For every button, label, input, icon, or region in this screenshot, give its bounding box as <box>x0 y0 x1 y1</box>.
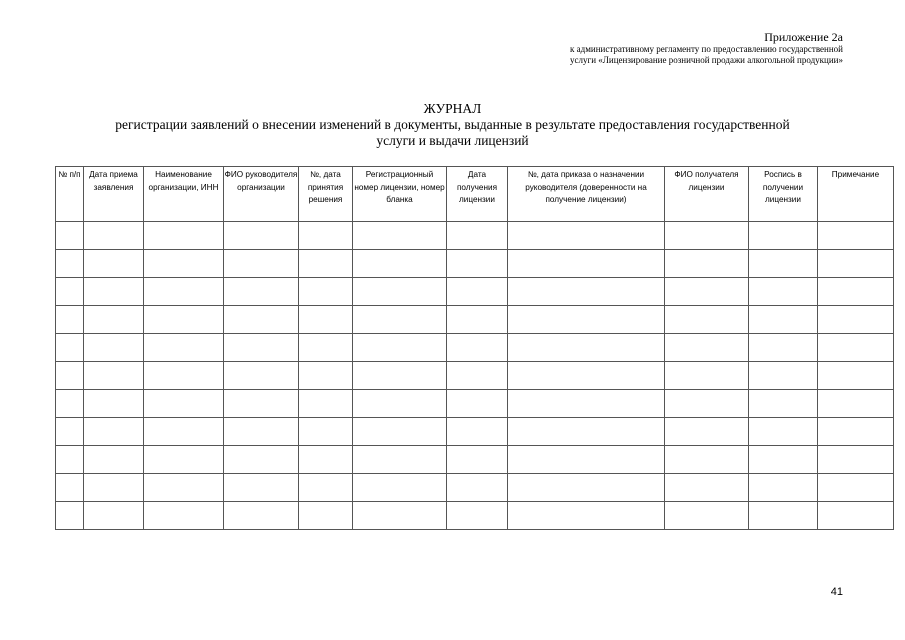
table-cell <box>56 362 84 390</box>
table-row <box>56 250 894 278</box>
table-cell <box>447 502 508 530</box>
table-header-row <box>56 167 894 222</box>
table-cell <box>508 390 665 418</box>
table-cell <box>818 418 894 446</box>
table-cell <box>224 222 299 250</box>
table-cell <box>56 306 84 334</box>
table-cell <box>144 334 224 362</box>
table-row <box>56 474 894 502</box>
table-cell <box>299 334 353 362</box>
table-cell <box>353 250 447 278</box>
column-header-decision: №, дата принятия решения <box>299 167 353 222</box>
journal-subtitle-line-1: регистрации заявлений о внесении изменений в документы, выданные в результате предоставления государственной <box>115 117 790 132</box>
table-cell <box>508 502 665 530</box>
table-row <box>56 418 894 446</box>
table-cell <box>818 278 894 306</box>
table-cell <box>299 222 353 250</box>
column-header-license-date: Дата получения лицензии <box>447 167 508 222</box>
table-cell <box>144 418 224 446</box>
table-cell <box>84 362 144 390</box>
table-cell <box>508 362 665 390</box>
table-cell <box>508 418 665 446</box>
table-cell <box>818 390 894 418</box>
table-cell <box>353 390 447 418</box>
table-cell <box>56 418 84 446</box>
table-cell <box>665 446 749 474</box>
table-cell <box>818 362 894 390</box>
journal-subtitle-line-2: услуги и выдачи лицензий <box>376 133 529 148</box>
table-cell <box>749 250 818 278</box>
table-cell <box>353 418 447 446</box>
table-cell <box>447 278 508 306</box>
table-cell <box>447 446 508 474</box>
table-cell <box>749 222 818 250</box>
table-cell <box>749 418 818 446</box>
table-cell <box>818 306 894 334</box>
table-cell <box>224 446 299 474</box>
table-cell <box>508 474 665 502</box>
table-cell <box>353 222 447 250</box>
table-cell <box>353 474 447 502</box>
page-number: 41 <box>830 586 843 598</box>
column-header-note: Примечание <box>818 167 894 222</box>
table-cell <box>665 390 749 418</box>
table-cell <box>353 334 447 362</box>
table-body <box>56 222 894 530</box>
appendix-line-2: услуги «Лицензирование розничной продажи алкогольной продукции» <box>570 55 843 65</box>
table-cell <box>447 390 508 418</box>
table-cell <box>144 390 224 418</box>
table-cell <box>224 502 299 530</box>
table-cell <box>299 362 353 390</box>
table-cell <box>818 222 894 250</box>
table-cell <box>84 474 144 502</box>
table-cell <box>299 418 353 446</box>
appendix-block <box>570 30 843 66</box>
table-cell <box>665 334 749 362</box>
table-cell <box>56 390 84 418</box>
table-cell <box>508 334 665 362</box>
table-cell <box>84 250 144 278</box>
table-cell <box>508 250 665 278</box>
table-cell <box>224 334 299 362</box>
table-cell <box>665 306 749 334</box>
table-cell <box>665 418 749 446</box>
table-row <box>56 306 894 334</box>
table-row <box>56 362 894 390</box>
table-cell <box>84 502 144 530</box>
table-cell <box>144 278 224 306</box>
table-cell <box>299 446 353 474</box>
table-cell <box>508 446 665 474</box>
journal-title: ЖУРНАЛ <box>423 101 482 116</box>
table-cell <box>818 334 894 362</box>
table-cell <box>447 306 508 334</box>
table-cell <box>665 502 749 530</box>
table-cell <box>224 278 299 306</box>
table-cell <box>818 250 894 278</box>
table-cell <box>144 474 224 502</box>
appendix-line-1: к административному регламенту по предоставлению государственной <box>570 44 843 54</box>
table-cell <box>299 502 353 530</box>
table-cell <box>224 390 299 418</box>
table-cell <box>665 250 749 278</box>
table-cell <box>84 446 144 474</box>
table-cell <box>224 474 299 502</box>
table-cell <box>749 446 818 474</box>
table-cell <box>144 250 224 278</box>
table-cell <box>818 446 894 474</box>
table-cell <box>56 334 84 362</box>
table-cell <box>447 222 508 250</box>
table-cell <box>56 250 84 278</box>
table-cell <box>84 418 144 446</box>
table-cell <box>749 362 818 390</box>
table-cell <box>299 474 353 502</box>
table-cell <box>56 222 84 250</box>
table-cell <box>56 502 84 530</box>
table-cell <box>84 306 144 334</box>
column-header-number: № п/п <box>56 167 84 222</box>
column-header-receipt-date: Дата приема заявления <box>84 167 144 222</box>
table-cell <box>353 362 447 390</box>
table-cell <box>665 278 749 306</box>
table-cell <box>818 502 894 530</box>
table-row <box>56 278 894 306</box>
journal-heading <box>0 101 905 149</box>
table-cell <box>447 334 508 362</box>
table-cell <box>144 306 224 334</box>
table-cell <box>353 502 447 530</box>
column-header-order: №, дата приказа о назначении руководителя (доверенности на получение лицензии) <box>508 167 665 222</box>
table-row <box>56 222 894 250</box>
table-cell <box>144 362 224 390</box>
table-cell <box>299 250 353 278</box>
table-cell <box>749 502 818 530</box>
table-cell <box>665 362 749 390</box>
table-cell <box>84 334 144 362</box>
column-header-license-number: Регистрационный номер лицензии, номер бланка <box>353 167 447 222</box>
table-cell <box>224 418 299 446</box>
table-cell <box>56 474 84 502</box>
appendix-title: Приложение 2а <box>764 30 843 44</box>
table-cell <box>144 222 224 250</box>
table-cell <box>665 222 749 250</box>
table-cell <box>665 474 749 502</box>
table-cell <box>299 306 353 334</box>
table-cell <box>818 474 894 502</box>
table-cell <box>144 446 224 474</box>
table-cell <box>508 306 665 334</box>
table-cell <box>508 278 665 306</box>
column-header-director: ФИО руководителя организации <box>224 167 299 222</box>
table-cell <box>353 306 447 334</box>
table-cell <box>749 390 818 418</box>
table-cell <box>84 222 144 250</box>
table-cell <box>447 474 508 502</box>
table-cell <box>56 446 84 474</box>
table-row <box>56 334 894 362</box>
table-cell <box>447 250 508 278</box>
table-cell <box>84 278 144 306</box>
table-cell <box>144 502 224 530</box>
column-header-organization: Наименование организации, ИНН <box>144 167 224 222</box>
table-cell <box>749 306 818 334</box>
table-cell <box>353 446 447 474</box>
table-cell <box>447 418 508 446</box>
table-cell <box>353 278 447 306</box>
table-cell <box>749 474 818 502</box>
table-row <box>56 502 894 530</box>
table-row <box>56 390 894 418</box>
table-cell <box>749 334 818 362</box>
table-row <box>56 446 894 474</box>
table-cell <box>224 362 299 390</box>
table-cell <box>299 278 353 306</box>
journal-table <box>55 166 894 530</box>
column-header-recipient: ФИО получателя лицензии <box>665 167 749 222</box>
table-cell <box>447 362 508 390</box>
table-cell <box>299 390 353 418</box>
table-cell <box>224 250 299 278</box>
table-cell <box>56 278 84 306</box>
table-cell <box>749 278 818 306</box>
table-cell <box>224 306 299 334</box>
column-header-signature: Роспись в получении лицензии <box>749 167 818 222</box>
table-cell <box>84 390 144 418</box>
table-cell <box>508 222 665 250</box>
